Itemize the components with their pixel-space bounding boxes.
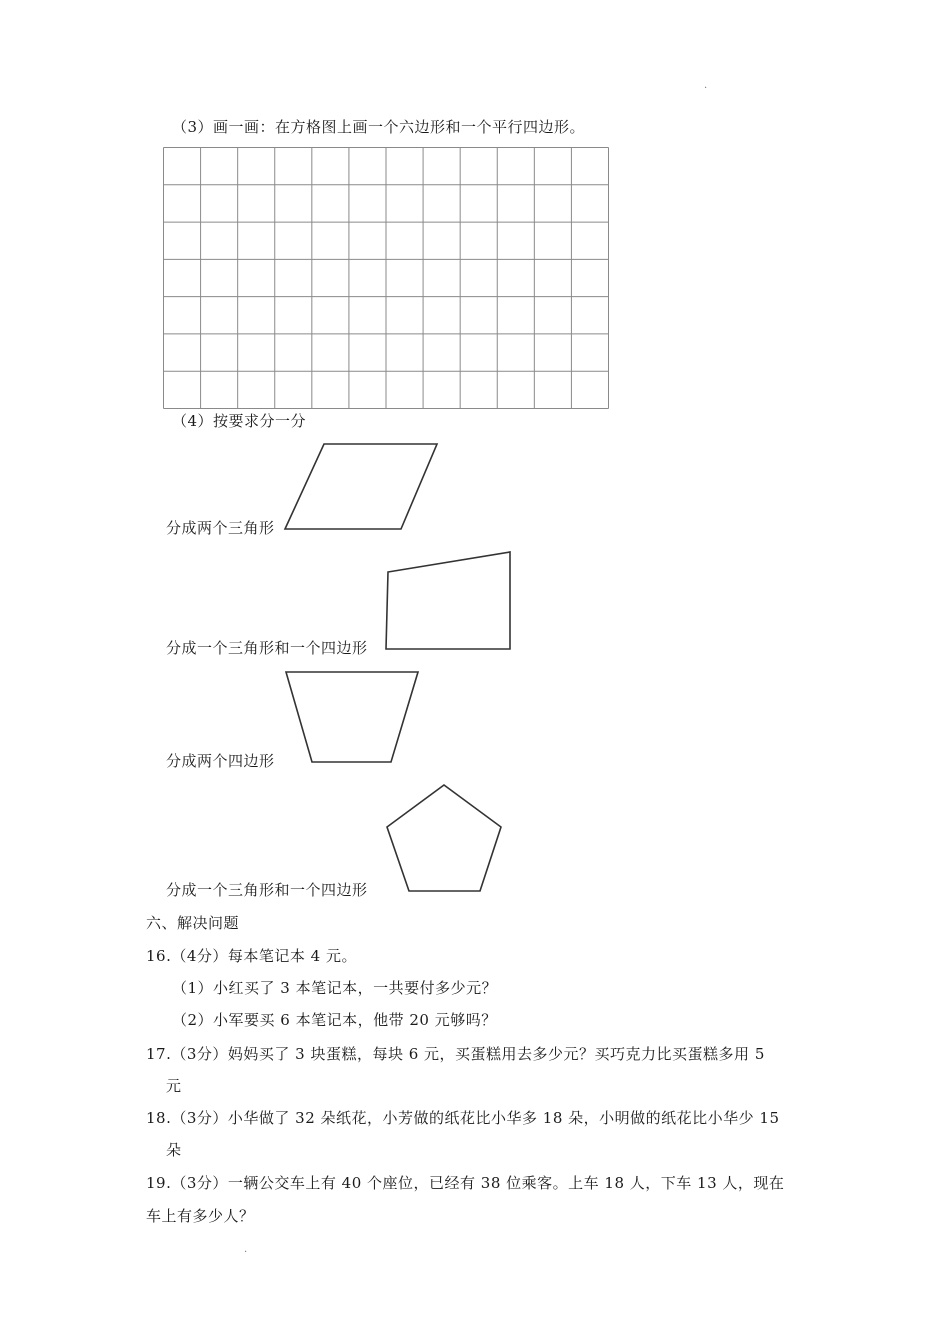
problem-16: 16.（4分）每本笔记本 4 元。 [146, 947, 357, 965]
q4-item-2-label: 分成一个三角形和一个四边形 [166, 639, 368, 657]
page-mark-top: . [704, 80, 708, 91]
problem-18-line-1: 18.（3分）小华做了 32 朵纸花，小芳做的纸花比小华多 18 朵，小明做的纸花比小华少 15 [146, 1109, 780, 1127]
problem-17-line-1: 17.（3分）妈妈买了 3 块蛋糕，每块 6 元，买蛋糕用去多少元？买巧克力比买蛋糕多用 5 [146, 1045, 765, 1063]
parallelogram-shape [280, 440, 442, 534]
page-mark-bottom: . [244, 1244, 248, 1255]
isosceles-trapezoid-shape [282, 668, 422, 766]
question-3-text: （3）画一画：在方格图上画一个六边形和一个平行四边形。 [172, 118, 586, 136]
section-6-title: 六、解决问题 [146, 914, 240, 932]
pentagon-shape [382, 781, 506, 896]
q4-item-3-label: 分成两个四边形 [166, 752, 275, 770]
problem-19-line-1: 19.（3分）一辆公交车上有 40 个座位，已经有 38 位乘客。上车 18 人，下车 13 人，现在 [146, 1174, 785, 1192]
problem-17-line-2: 元 [166, 1077, 182, 1095]
question-4-text: （4）按要求分一分 [172, 412, 307, 430]
problem-16-sub-2: （2）小军要买 6 本笔记本，他带 20 元够吗？ [172, 1011, 497, 1029]
problem-16-sub-1: （1）小红买了 3 本笔记本，一共要付多少元？ [172, 979, 498, 997]
problem-18-line-2: 朵 [166, 1141, 182, 1159]
right-trapezoid-shape [382, 548, 514, 654]
square-grid[interactable] [163, 147, 609, 409]
q4-item-4-label: 分成一个三角形和一个四边形 [166, 881, 368, 899]
q4-item-1-label: 分成两个三角形 [166, 519, 275, 537]
problem-19-line-2: 车上有多少人？ [146, 1207, 255, 1225]
